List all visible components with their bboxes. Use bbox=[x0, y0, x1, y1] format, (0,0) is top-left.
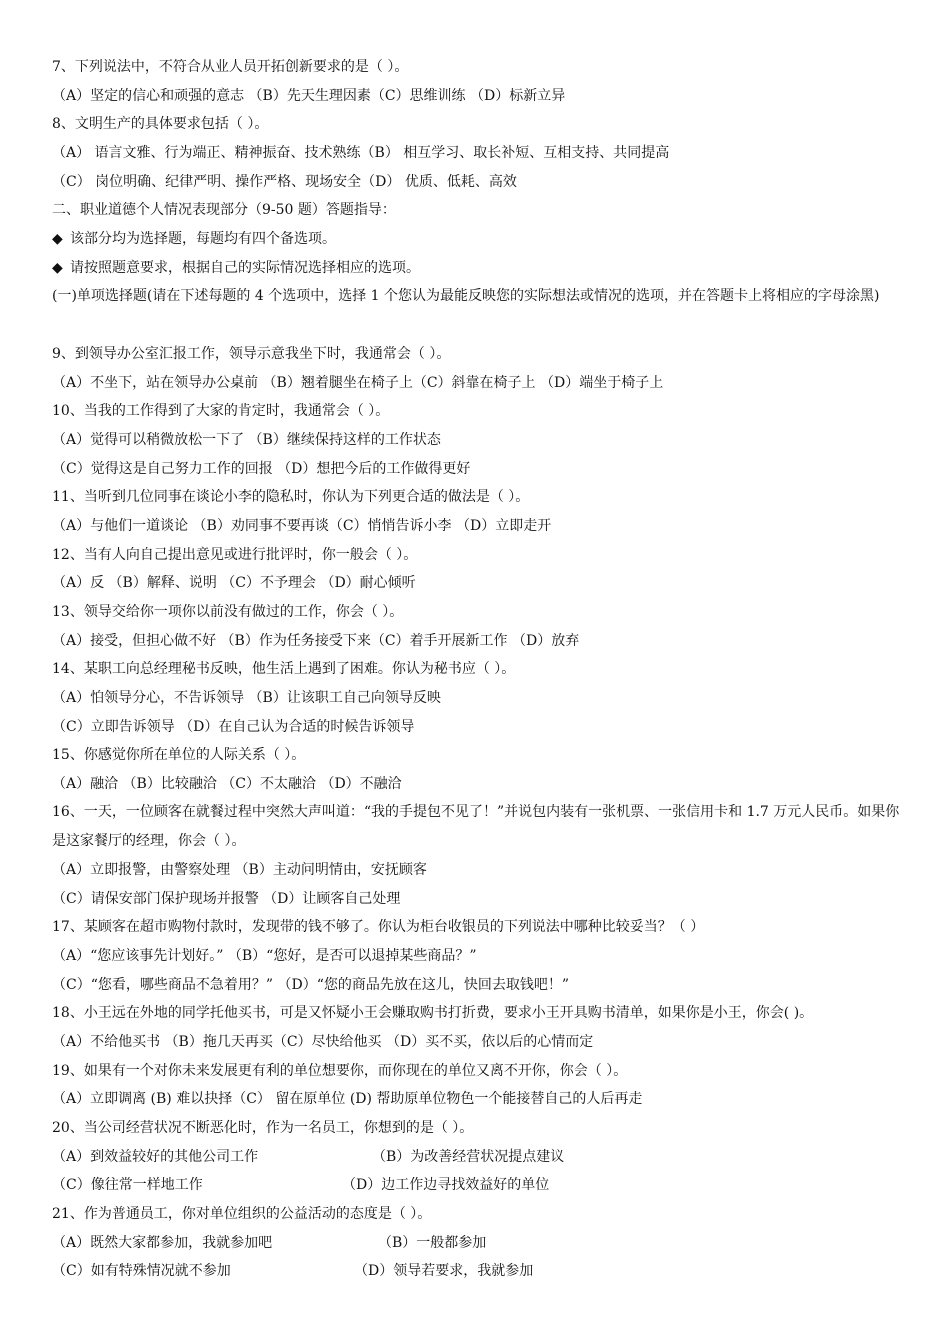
diamond-bullet-icon: ◆ bbox=[52, 260, 63, 276]
question-10-options-cd: （C）觉得这是自己努力工作的回报 （D）想把今后的工作做得更好 bbox=[52, 461, 471, 477]
question-21-stem: 21、作为普通员工，你对单位组织的公益活动的态度是（ ）。 bbox=[52, 1206, 432, 1222]
instruction-text: 该部分均为选择题，每题均有四个备选项。 bbox=[70, 231, 336, 247]
question-10-options-ab: （A）觉得可以稍微放松一下了 （B）继续保持这样的工作状态 bbox=[52, 432, 441, 448]
question-19-options: （A）立即调离 (B) 难以抉择（C） 留在原单位 (D) 帮助原单位物色一个能接替自己的人后再走 bbox=[52, 1091, 643, 1107]
question-17-stem: 17、某顾客在超市购物付款时，发现带的钱不够了。你认为柜台收银员的下列说法中哪种比较妥当？（ ） bbox=[52, 919, 705, 935]
question-7-options: （A）坚定的信心和顽强的意志 （B）先天生理因素（C）思维训练 （D）标新立异 bbox=[52, 88, 566, 104]
question-12-stem: 12、当有人向自己提出意见或进行批评时，你一般会（ ）。 bbox=[52, 547, 418, 563]
question-13-stem: 13、领导交给你一项你以前没有做过的工作，你会（ ）。 bbox=[52, 604, 404, 620]
diamond-bullet-icon: ◆ bbox=[52, 231, 63, 247]
question-16-stem: 16、一天，一位顾客在就餐过程中突然大声叫道：“我的手提包不见了！”并说包内装有一张机票、一张信用卡和 1.7 万元人民币。如果你是这家餐厅的经理，你会（ ）。 bbox=[52, 804, 900, 849]
instruction-text: 请按照题意要求，根据自己的实际情况选择相应的选项。 bbox=[70, 260, 420, 276]
question-21-options-ab bbox=[52, 1233, 910, 1253]
question-10-stem: 10、当我的工作得到了大家的肯定时，我通常会（ ）。 bbox=[52, 403, 390, 419]
question-11-stem: 11、当听到几位同事在谈论小李的隐私时，你认为下列更合适的做法是（ ）。 bbox=[52, 489, 530, 505]
question-9-stem: 9、到领导办公室汇报工作，领导示意我坐下时，我通常会（ ）。 bbox=[52, 346, 451, 362]
option-c: （C）如有特殊情况就不参加 bbox=[52, 1263, 231, 1279]
question-8-stem: 8、文明生产的具体要求包括（ ）。 bbox=[52, 116, 269, 132]
question-8-options-cd: （C） 岗位明确、纪律严明、操作严格、现场安全（D） 优质、低耗、高效 bbox=[52, 174, 517, 190]
instruction-item bbox=[52, 258, 910, 278]
question-12-options: （A）反 （B）解释、说明 （C）不予理会 （D）耐心倾听 bbox=[52, 575, 416, 591]
option-d: （D）边工作边寻找效益好的单位 bbox=[342, 1177, 550, 1193]
option-b: （B）为改善经营状况提点建议 bbox=[372, 1149, 565, 1165]
single-choice-instructions: (一)单项选择题(请在下述每题的 4 个选项中，选择 1 个您认为最能反映您的实际想法或情况的选项，并在答题卡上将相应的字母涂黑) bbox=[52, 288, 880, 304]
question-17-options-ab: （A）“您应该事先计划好。” （B）“您好，是否可以退掉某些商品？” bbox=[52, 948, 477, 964]
question-11-options: （A）与他们一道谈论 （B）劝同事不要再谈（C）悄悄告诉小李 （D）立即走开 bbox=[52, 518, 552, 534]
question-20-options-cd bbox=[52, 1175, 910, 1195]
option-d: （D）领导若要求，我就参加 bbox=[354, 1263, 534, 1279]
option-a: （A）既然大家都参加，我就参加吧 bbox=[52, 1235, 273, 1251]
question-17-options-cd: （C）“您看，哪些商品不急着用？” （D）“您的商品先放在这儿，快回去取钱吧！” bbox=[52, 977, 570, 993]
question-19-stem: 19、如果有一个对你未来发展更有利的单位想要你，而你现在的单位又离不开你，你会（ ）。 bbox=[52, 1063, 628, 1079]
question-13-options: （A）接受，但担心做不好 （B）作为任务接受下来（C）着手开展新工作 （D）放弃 bbox=[52, 633, 580, 649]
question-7-stem: 7、下列说法中，不符合从业人员开拓创新要求的是（ ）。 bbox=[52, 59, 409, 75]
question-20-stem: 20、当公司经营状况不断恶化时，作为一名员工，你想到的是（ ）。 bbox=[52, 1120, 474, 1136]
question-8-options-ab: （A） 语言文雅、行为端正、精神振奋、技术熟练（B） 相互学习、取长补短、互相支持、共同提高 bbox=[52, 145, 670, 161]
question-14-stem: 14、某职工向总经理秘书反映，他生活上遇到了困难。你认为秘书应（ ）。 bbox=[52, 661, 516, 677]
option-c: （C）像往常一样地工作 bbox=[52, 1177, 203, 1193]
question-15-stem: 15、你感觉你所在单位的人际关系（ ）。 bbox=[52, 747, 306, 763]
question-20-options-ab bbox=[52, 1147, 910, 1167]
question-18-options: （A）不给他买书 （B）拖几天再买（C）尽快给他买 （D）买不买，依以后的心情而定 bbox=[52, 1034, 594, 1050]
question-9-options: （A）不坐下，站在领导办公桌前 （B）翘着腿坐在椅子上（C）斜靠在椅子上 （D）端坐于椅子上 bbox=[52, 375, 664, 391]
option-b: （B）一般都参加 bbox=[378, 1235, 487, 1251]
question-21-options-cd bbox=[52, 1261, 910, 1281]
section-heading: 二、职业道德个人情况表现部分（9-50 题）答题指导： bbox=[52, 202, 396, 218]
option-a: （A）到效益较好的其他公司工作 bbox=[52, 1149, 259, 1165]
question-16-options-cd: （C）请保安部门保护现场并报警 （D）让顾客自己处理 bbox=[52, 891, 401, 907]
instruction-item bbox=[52, 229, 910, 249]
question-14-options-cd: （C）立即告诉领导 （D）在自己认为合适的时候告诉领导 bbox=[52, 719, 415, 735]
question-16-options-ab: （A）立即报警，由警察处理 （B）主动问明情由，安抚顾客 bbox=[52, 862, 427, 878]
question-18-stem: 18、小王远在外地的同学托他买书，可是又怀疑小王会赚取购书打折费，要求小王开具购书清单，如果你是小王，你会( )。 bbox=[52, 1005, 814, 1021]
question-15-options: （A）融洽 （B）比较融洽 （C）不太融洽 （D）不融洽 bbox=[52, 776, 402, 792]
question-14-options-ab: （A）怕领导分心，不告诉领导 （B）让该职工自己向领导反映 bbox=[52, 690, 441, 706]
